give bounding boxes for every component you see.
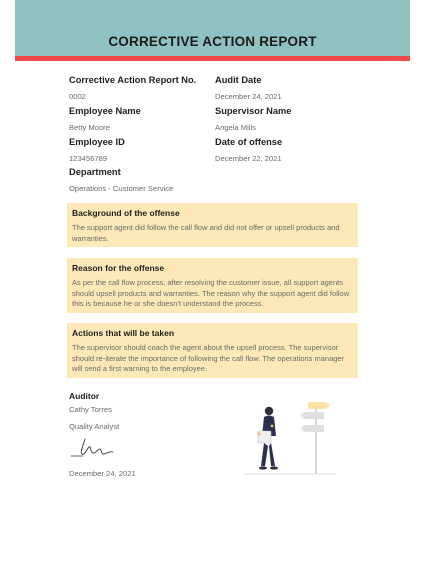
auditor-label: Auditor (69, 391, 100, 401)
reason-section-title: Reason for the offense (72, 263, 165, 273)
actions-section-text: The supervisor should coach the agent about the upsell process. The supervisor should re-iterate the importance of following the call flow. The operations manager will send a first warning to the employee. (72, 343, 345, 373)
auditor-name: Cathy Torres (69, 405, 112, 414)
signature-icon (69, 434, 129, 465)
reason-section-text: As per the call flow process, after resolving the customer issue, all support agents should upsell products and warranties. The reason why the support agent did follow this is because he or she doesn't understand the process. (72, 278, 350, 308)
report-number-field (69, 75, 196, 101)
supervisor-name-field (215, 106, 291, 132)
employee-id-label: Employee ID (69, 137, 125, 147)
employee-name-value: Betty Moore (69, 123, 110, 132)
page-title: CORRECTIVE ACTION REPORT (108, 34, 317, 49)
department-field (69, 167, 173, 193)
department-label: Department (69, 167, 121, 177)
supervisor-name-label: Supervisor Name (215, 106, 292, 116)
audit-date-value: December 24, 2021 (215, 92, 282, 101)
person-at-signpost-illustration (238, 398, 338, 481)
date-of-offense-value: December 22, 2021 (215, 154, 282, 163)
header-accent-line (15, 56, 410, 61)
employee-name-label: Employee Name (69, 106, 141, 116)
audit-date-field (215, 75, 282, 101)
auditor-role: Quality Analyst (69, 422, 120, 431)
date-of-offense-label: Date of offense (215, 137, 283, 147)
audit-date-label: Audit Date (215, 75, 262, 85)
employee-name-field (69, 106, 141, 132)
report-number-label: Corrective Action Report No. (69, 75, 197, 85)
report-header (15, 0, 410, 56)
reason-section (67, 258, 358, 313)
supervisor-name-value: Angela Mills (215, 123, 256, 132)
background-section (67, 203, 358, 247)
actions-section (67, 323, 358, 378)
report-number-value: 0002 (69, 92, 86, 101)
employee-id-value: 123456789 (69, 154, 108, 163)
auditor-date: December 24, 2021 (69, 469, 136, 478)
actions-section-title: Actions that will be taken (72, 328, 175, 338)
background-section-title: Background of the offense (72, 208, 180, 218)
department-value: Operations - Customer Service (69, 184, 174, 193)
date-of-offense-field (215, 137, 282, 163)
employee-id-field (69, 137, 125, 163)
background-section-text: The support agent did follow the call flow and did not offer or upsell products and warranties. (72, 223, 340, 243)
